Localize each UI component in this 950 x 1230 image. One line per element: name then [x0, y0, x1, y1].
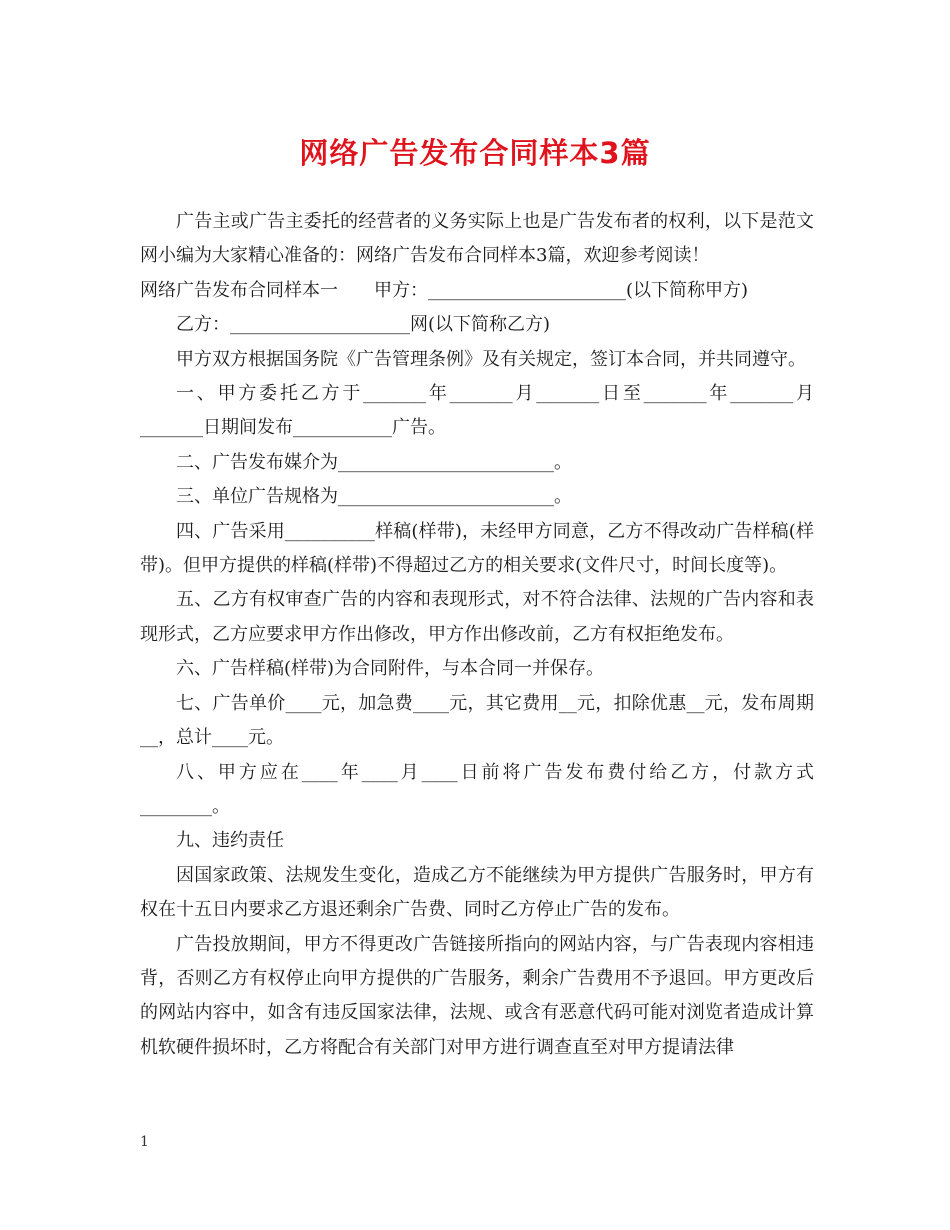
clause-9-heading: 九、违约责任: [176, 830, 284, 852]
page-number: 1: [140, 1134, 149, 1150]
agreement-paragraph: 甲方双方根据国务院《广告管理条例》及有关规定，签订本合同，并共同遵守。: [176, 348, 806, 370]
clause-5: 五、乙方有权审查广告的内容和表现形式，对不符合法律、法规的广告内容和表现形式，乙方应要求甲方作出修改，甲方作出修改前，乙方有权拒绝发布。: [140, 589, 814, 645]
clause-1: 一、甲方委托乙方于_______年_______月_______日至_______年_______月_______日期间发布___________广告。: [140, 383, 814, 439]
clause-3: 三、单位广告规格为________________________。: [176, 486, 572, 508]
clause-9-paragraph-1: 因国家政策、法规发生变化，造成乙方不能继续为甲方提供广告服务时，甲方有权在十五日内要求乙方退还剩余广告费、同时乙方停止广告的发布。: [140, 864, 814, 921]
document-body: [140, 205, 814, 1065]
intro-paragraph: 广告主或广告主委托的经营者的义务实际上也是广告发布者的权利，以下是范文网小编为大家精心准备的：网络广告发布合同样本3篇，欢迎参考阅读！: [140, 211, 814, 267]
clause-9-paragraph-2: 广告投放期间，甲方不得更改广告链接所指向的网站内容，与广告表现内容相违背，否则乙方有权停止向甲方提供的广告服务，剩余广告费用不予退回。甲方更改后的网站内容中，如含有违反国家法律，法规、或含有恶意代码可能对浏览者造成计算机软硬件损坏时，乙方将配合有关部门对甲方进行调查直至对甲方提请法律: [140, 933, 814, 1058]
clause-7: 七、广告单价____元，加急费____元，其它费用__元，扣除优惠__元，发布周期__，总计____元。: [140, 692, 814, 749]
document-title: 网络广告发布合同样本3篇: [299, 136, 651, 170]
party-b-line: 乙方：____________________网(以下简称乙方): [176, 314, 551, 336]
clause-4: 四、广告采用__________样稿(样带)，未经甲方同意，乙方不得改动广告样稿(样带)。但甲方提供的样稿(样带)不得超过乙方的相关要求(文件尺寸，时间长度等)。: [140, 520, 814, 577]
clause-8: 八、甲方应在____年____月____日前将广告发布费付给乙方，付款方式________。: [140, 761, 814, 817]
clause-6: 六、广告样稿(样带)为合同附件，与本合同一并保存。: [176, 658, 605, 680]
clause-2: 二、广告发布媒介为________________________。: [176, 451, 572, 473]
contract-heading-party-a: 网络广告发布合同样本一 甲方：______________________(以下简称甲方): [140, 279, 749, 301]
